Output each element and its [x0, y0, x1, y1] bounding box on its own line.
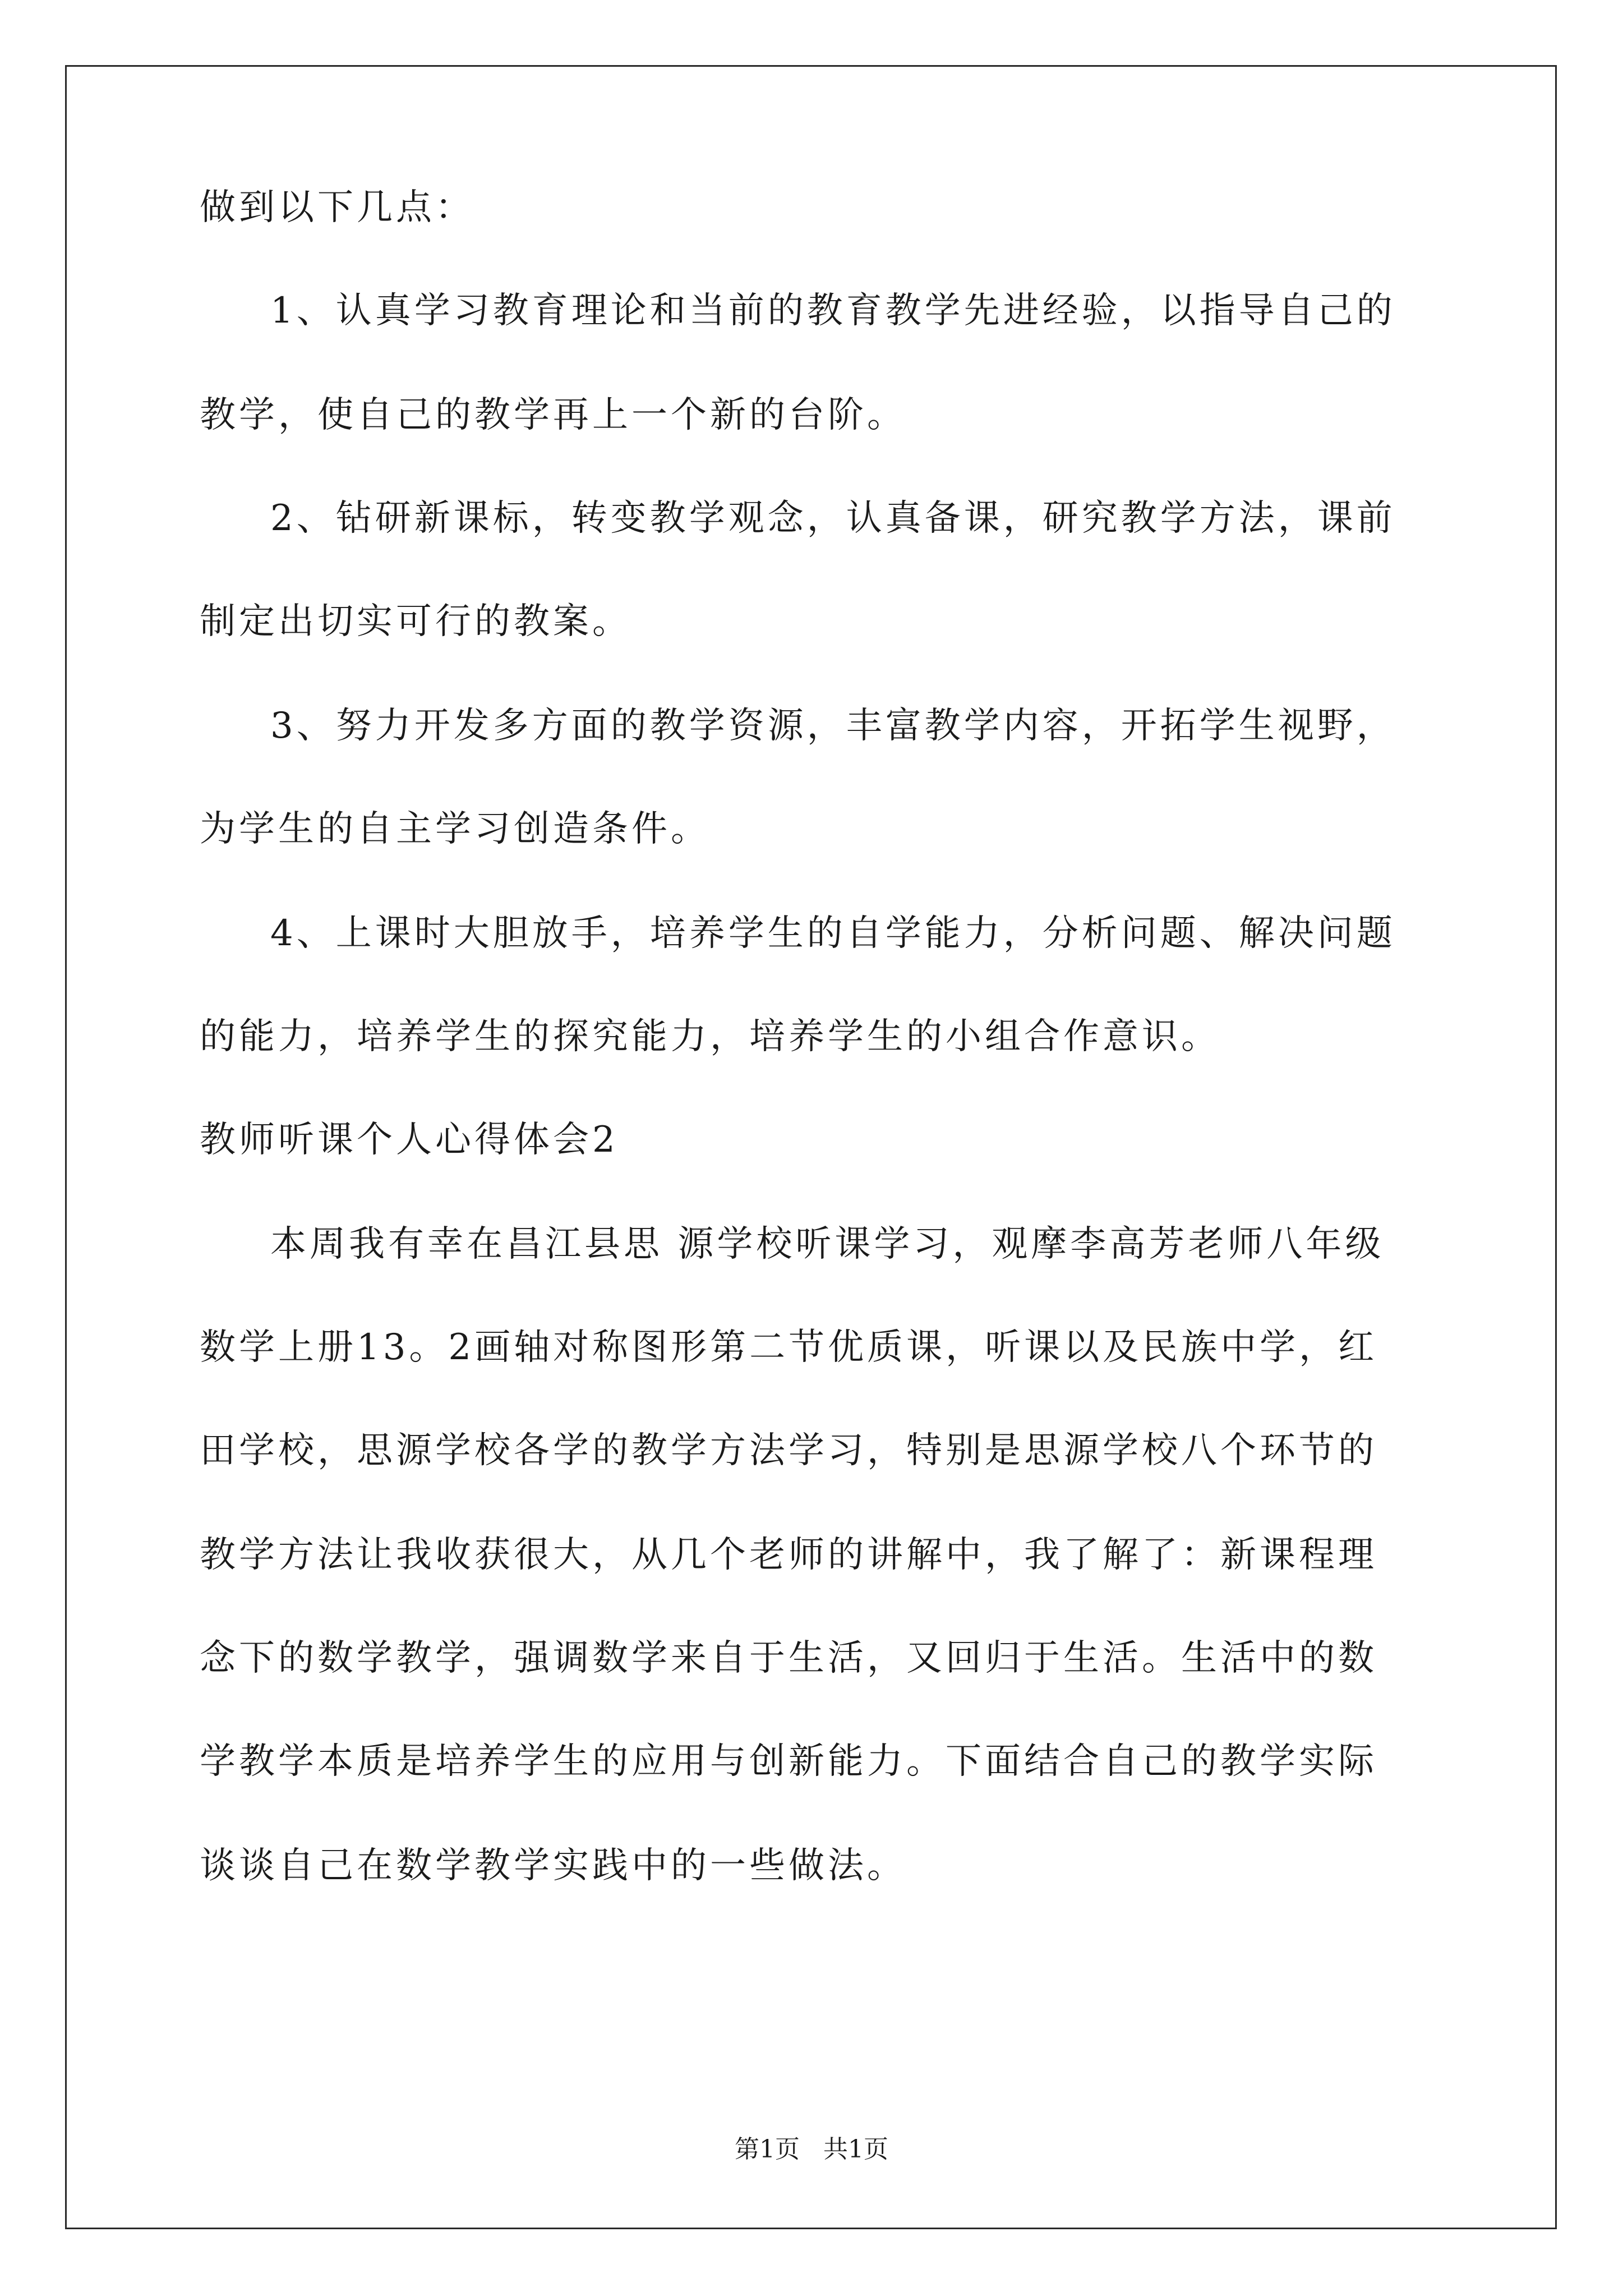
paragraph-line: 教学方法让我收获很大，从几个老师的讲解中，我了解了：新课程理	[200, 1534, 1377, 1576]
section-heading: 教师听课个人心得体会2	[200, 1119, 619, 1161]
paragraph-line: 学教学本质是培养学生的应用与创新能力。下面结合自己的教学实际	[200, 1741, 1377, 1782]
list-item-1-line-2: 教学，使自己的教学再上一个新的台阶。	[200, 394, 906, 436]
list-item-3-line-2: 为学生的自主学习创造条件。	[200, 808, 710, 850]
paragraph-line: 念下的数学教学，强调数学来自于生活，又回归于生活。生活中的数	[200, 1637, 1377, 1679]
list-item-2-line-2: 制定出切实可行的教案。	[200, 601, 631, 642]
list-item-4-line-2: 的能力，培养学生的探究能力，培养学生的小组合作意识。	[200, 1016, 1220, 1057]
paragraph-line: 数学上册13。2画轴对称图形第二节优质课，听课以及民族中学，红	[200, 1327, 1378, 1368]
list-item-3-line-1: 3、努力开发多方面的教学资源，丰富教学内容，开拓学生视野，	[270, 705, 1396, 747]
list-item-2-line-1: 2、钻研新课标，转变教学观念，认真备课，研究教学方法，课前	[270, 498, 1396, 539]
page-footer: 第1页 共1页	[735, 2135, 888, 2164]
list-item-4-line-1: 4、上课时大胆放手，培养学生的自学能力，分析问题、解决问题	[270, 913, 1396, 954]
paragraph-line: 谈谈自己在数学教学实践中的一些做法。	[200, 1845, 906, 1887]
list-item-1-line-1: 1、认真学习教育理论和当前的教育教学先进经验，以指导自己的	[270, 290, 1396, 332]
paragraph-line: 本周我有幸在昌江县思 源学校听课学习，观摩李高芳老师八年级	[270, 1223, 1385, 1265]
text-line: 做到以下几点：	[200, 187, 474, 228]
paragraph-line: 田学校，思源学校各学的教学方法学习，特别是思源学校八个环节的	[200, 1430, 1377, 1471]
